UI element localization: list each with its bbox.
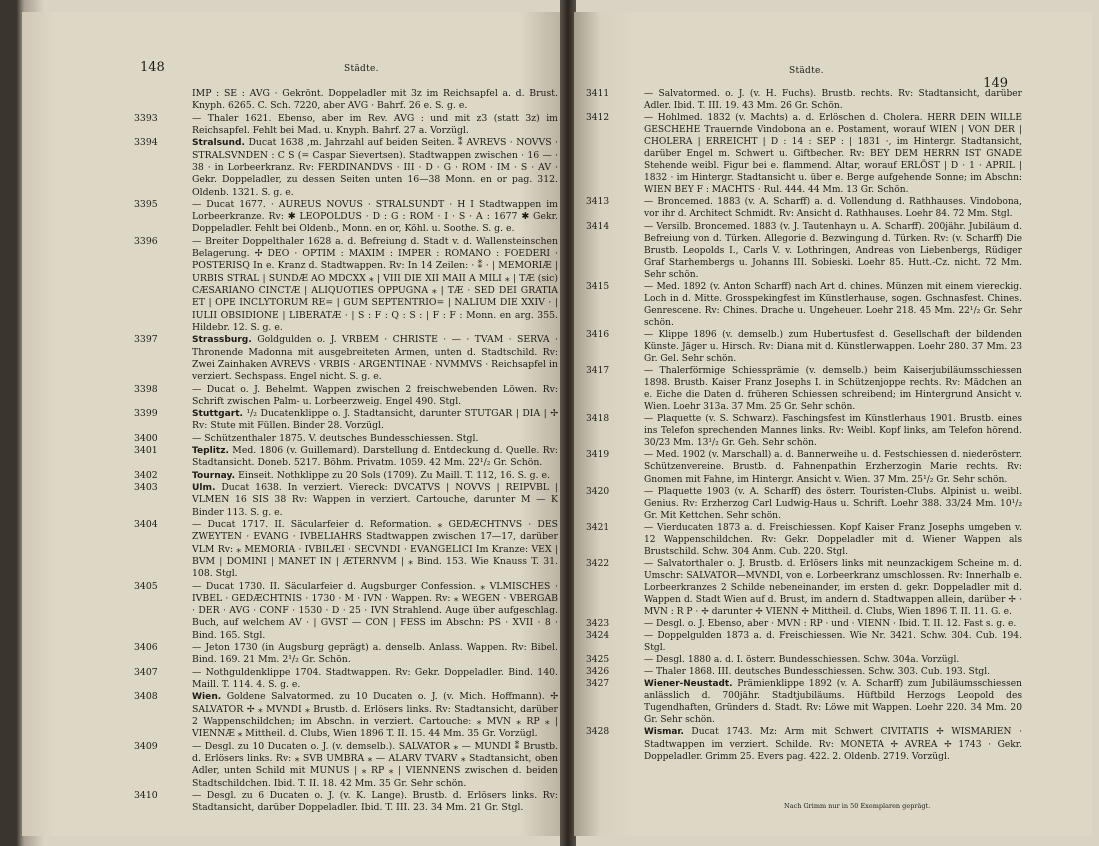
lot-number: 3400 xyxy=(134,432,158,444)
catalog-entry xyxy=(586,486,1022,522)
lot-number: 3426 xyxy=(586,667,610,678)
entry-text xyxy=(644,221,1022,281)
description: — Thaler 1868. III. deutsches Bundesschiessen. Schw. 303. Cub. 193. Stgl. xyxy=(644,667,990,678)
entry-text xyxy=(192,137,558,199)
entry-text xyxy=(192,236,558,335)
lot-number: 3415 xyxy=(586,281,610,292)
lot-number: 3427 xyxy=(586,679,610,690)
catalog-entry xyxy=(586,449,1022,485)
catalog-entry xyxy=(134,642,558,667)
description: — Plaquette 1903 (v. A. Scharff) des österr. Touristen-Clubs. Alpinist u. weibl. Genius. Rv: Erzherzog Carl Ludwig-Haus u. Schrift. Loehr 388. 33/24 Mm. 10¹/₂ Gr. Mit Kettchen. Sehr schön. xyxy=(644,486,1022,521)
catalog-entry xyxy=(134,199,558,236)
right-entry-list xyxy=(586,88,1022,763)
entry-text xyxy=(644,666,1022,678)
entry-text xyxy=(192,433,558,445)
description: — Thaler 1621. Ebenso, aber im Rev. AVG : und mit z3 (statt 3z) im Reichsapfel. Fehlt bei Mad. u. Knyph. Bahrf. 27 a. Vorzügl. xyxy=(192,112,558,136)
catalog-entry xyxy=(134,408,558,433)
lot-number: 3424 xyxy=(586,631,610,642)
lot-number: 3406 xyxy=(134,642,158,654)
catalog-entry xyxy=(586,329,1022,365)
catalog-entry xyxy=(586,413,1022,449)
description: Prämienklippe 1892 (v. A. Scharff) zum Jubiläumsschiessen anlässlich d. 700jähr. Stadtjubiläums. Hüftbild Herzogs Leopold des Tugendhaften, Gründers d. Stadt. Rv: Löwe mit Wappen. Loehr 220. 34 Mm. 20 Gr. Sehr schön. xyxy=(644,679,1022,726)
description: — Ducat 1730. II. Säcularfeier d. Augsburger Confession. ⁎ VLMISCHES · IVBEL · GEDÆCHTNIS · 1730 · M · IVN · Wappen. Rv: ⁎ WEGEN · VBERGAB · DER · AVG · CONF · 1530 · D · 25 · IVN Strahlend. Auge über aufgeschlag. Buch, auf welchem AV · | GVST — CON | FESS im Abschn: PS · XVII · 8 · Bind. 165. Stgl. xyxy=(192,580,558,641)
lot-number: 3418 xyxy=(586,414,610,425)
catalog-entry xyxy=(586,522,1022,558)
description: — Jeton 1730 (in Augsburg geprägt) a. denselb. Anlass. Wappen. Rv: Bibel. Bind. 169. 21 Mm. 2¹/₂ Gr. Schön. xyxy=(192,642,558,666)
entry-text xyxy=(192,334,558,383)
entry-text xyxy=(192,384,558,409)
entry-text xyxy=(192,113,558,138)
city-name: Wien. xyxy=(192,692,222,703)
description: — Desgl. 1880 a. d. I. österr. Bundesschiessen. Schw. 304a. Vorzügl. xyxy=(644,655,960,666)
entry-text xyxy=(644,112,1022,196)
lot-number: 3425 xyxy=(586,655,610,666)
entry-text xyxy=(644,413,1022,449)
catalog-entry xyxy=(134,113,558,138)
entry-text xyxy=(644,329,1022,365)
catalog-entry xyxy=(586,196,1022,220)
lot-number: 3393 xyxy=(134,112,158,124)
description: — Ducat o. J. Behelmt. Wappen zwischen 2 freischwebenden Löwen. Rv: Schrift zwischen Palm- u. Lorbeerzweig. Engel 490. Stgl. xyxy=(192,383,558,407)
lot-number: 3428 xyxy=(586,727,610,738)
description: — Hohlmed. 1832 (v. Machts) a. d. Erlöschen d. Cholera. HERR DEIN WILLE GESCHEHE Trauernde Vindobona an e. Postament, worauf WIEN | VON DER | CHOLERA | ERREICHT | D : 14 : SEP : | 1831 ·, im Hintergr. Stadtansicht, darüber Engel m. Schwert u. Giftbecher. Rv: BEY DEM HERRN IST GNADE Stehende weibl. Figur bei e. flammend. Altar, worauf ERLÖST | D · 1 · APRIL | 1832 · im Hintergr. Stadtansicht u. über e. Berge aufgehende Sonne; im Abschn: WIEN BEY F : MACHTS · Rul. 444. 44 Mm. 13 Gr. Schön. xyxy=(644,113,1022,196)
catalog-entry xyxy=(586,654,1022,666)
right-page xyxy=(574,12,1092,836)
catalog-entry xyxy=(134,445,558,470)
lot-number: 3407 xyxy=(134,666,158,678)
lot-number: 3423 xyxy=(586,619,610,630)
lot-number: 3409 xyxy=(134,740,158,752)
lot-number: 3414 xyxy=(586,221,610,232)
catalog-entry xyxy=(134,691,558,740)
catalog-entry xyxy=(134,88,558,113)
entry-text xyxy=(644,281,1022,329)
catalog-entry xyxy=(586,630,1022,654)
description: ¹/₂ Ducatenklippe o. J. Stadtansicht, darunter STUTGAR | DIA | ✢ Rv: Stute mit Füllen. Binder 28. Vorzügl. xyxy=(192,408,558,432)
city-name: Ulm. xyxy=(192,483,216,493)
city-name: Teplitz. xyxy=(192,446,230,457)
lot-number: 3394 xyxy=(134,137,158,149)
catalog-entry xyxy=(134,482,558,519)
catalog-entry xyxy=(586,678,1022,726)
description: — Desgl. o. J. Ebenso, aber · MVN : RP · und · VIENN · Ibid. T. II. 12. Fast s. g. e. xyxy=(644,619,1017,630)
catalog-entry xyxy=(586,221,1022,281)
entry-text xyxy=(644,365,1022,413)
city-name: Strassburg. xyxy=(192,335,252,346)
entry-text xyxy=(644,678,1022,726)
description: — Thalerförmige Schiessprämie (v. demselb.) beim Kaiserjubiläumsschiessen 1898. Brustb. Kaiser Franz Josephs I. in Schützenjoppe rechts. Rv: Mädchen an e. Eiche die Daten d. früheren Schiessen schreibend; im Hintergrund Ansicht v. Wien. Loehr 313a. 37 Mm. 25 Gr. Sehr schön. xyxy=(644,366,1022,413)
catalog-entry xyxy=(134,137,558,199)
lot-number: 3395 xyxy=(134,198,158,210)
description: — Versilb. Broncemed. 1883 (v. J. Tautenhayn u. A. Scharff). 200jähr. Jubiläum d. Befreiung von d. Türken. Allegorie d. Bezwingung d. Türken. Rv: (v. Scharff) Die Brustb. Leopolds I., Carls V. v. Lothringen, Andreas von Liebenbergs, Rüdiger Graf Starhembergs u. Johanns III. Sobieski. Loehr 85. Hutt.-Cz. nicht. 72 Mm. Sehr schön. xyxy=(644,221,1022,280)
lot-number: 3397 xyxy=(134,334,158,346)
lot-number: 3411 xyxy=(586,89,610,99)
lot-number: 3404 xyxy=(134,518,158,530)
entry-text xyxy=(192,519,558,581)
entry-text xyxy=(192,741,558,790)
entry-text xyxy=(644,630,1022,654)
catalog-entry xyxy=(134,790,558,815)
description: — Salvatormed. o. J. (v. H. Fuchs). Brustb. rechts. Rv: Stadtansicht, darüber Adler. Ibid. T. III. 19. 43 Mm. 26 Gr. Schön. xyxy=(644,89,1022,112)
entry-text xyxy=(192,667,558,692)
catalog-entry xyxy=(586,726,1022,762)
description: — Desgl. zu 10 Ducaten o. J. (v. demselb.). SALVATOR ⁎ — MUNDI ⁑ Brustb. d. Erlösers links. Rv: ⁎ SVB UMBRA ⁎ — ALARV TVARV ⁎ Stadtansicht, oben Adler, unten Schild mit MUNUS | ⁎ RP ⁎ | VIENNENS zwischen d. beiden Stadtschildchen. Ibid. T. II. 18. 42 Mm. 35 Gr. Sehr schön. xyxy=(192,740,558,789)
lot-number: 3420 xyxy=(586,486,610,497)
catalog-entry xyxy=(134,581,558,643)
lot-number: 3403 xyxy=(134,482,158,493)
entry-text xyxy=(192,470,558,482)
lot-number: 3398 xyxy=(134,383,158,395)
description: — Ducat 1717. II. Säcularfeier d. Reformation. ⁎ GEDÆCHTNVS · DES ZWEYTEN · EVANG · IVBELIAHRS Stadtwappen zwischen 17—17, darüber VLM Rv: ⁎ MEMORIA · IVBILÆI · SECVNDI · EVANGELICI Im Kranze: VEX | BVM | DOMINI | MANET IN | ÆTERNVM | ⁎ Bind. 153. Wie Knauss T. 31. 108. Stgl. xyxy=(192,518,558,580)
city-name: Wismar. xyxy=(644,727,684,738)
catalog-entry xyxy=(134,236,558,335)
running-head-right: Städte. xyxy=(789,66,824,76)
description: — Broncemed. 1883 (v. A. Scharff) a. d. Vollendung d. Rathhauses. Vindobona, vor ihr d. Architect Schmidt. Rv: Ansicht d. Rathhauses. Loehr 84. 72 Mm. Stgl. xyxy=(644,197,1022,220)
lot-number: 3416 xyxy=(586,329,610,340)
lot-number: 3396 xyxy=(134,235,158,247)
lot-number: 3412 xyxy=(586,113,610,124)
lot-number: 3405 xyxy=(134,580,158,592)
lot-number: 3413 xyxy=(586,197,610,208)
entry-text xyxy=(644,726,1022,762)
catalog-entry xyxy=(586,618,1022,630)
lot-number: 3422 xyxy=(586,558,610,569)
lot-number: 3421 xyxy=(586,522,610,533)
entry-text xyxy=(192,642,558,667)
description: Ducat 1638 ,m. Jahrzahl auf beiden Seiten. ⁑ AVREVS · NOVVS · STRALSVNDEN : C S (= Caspar Sievertsen). Stadtwappen zwischen · 16 — · 38 · in Lorbeerkranz. Rv: FERDINANDVS · III · D · G · ROM · IM · S · AV · Gekr. Doppeladler, zu dessen Seiten unten 16—38 Monn. en or pag. 312. Oldenb. 1321. S. g. e. xyxy=(192,137,558,198)
entry-text xyxy=(192,790,558,815)
catalog-entry xyxy=(586,558,1022,618)
description: — Nothguldenklippe 1704. Stadtwappen. Rv: Gekr. Doppeladler. Bind. 140. Maill. T. 114. 4. S. g. e. xyxy=(192,666,558,690)
running-head-left: Städte. xyxy=(344,64,379,74)
description: — Med. 1902 (v. Marschall) a. d. Bannerweihe u. d. Festschiessen d. niederösterr. Schützenvereine. Brustb. d. Fahnenpathin Erzherzogin Marie rechts. Rv: Gnomen mit Fahne, im Hintergr. Ansicht v. Wien. 37 Mm. 25¹/₂ Gr. Sehr schön. xyxy=(644,450,1022,485)
entry-text xyxy=(192,199,558,236)
entry-text xyxy=(644,88,1022,112)
city-name: Stralsund. xyxy=(192,138,245,149)
entry-text xyxy=(192,482,558,519)
city-name: Stuttgart. xyxy=(192,409,243,420)
lot-number: 3401 xyxy=(134,445,158,457)
description: Ducat 1743. Mz: Arm mit Schwert CIVITATIS ✢ WISMARIEN · Stadtwappen im verziert. Schilde. Rv: MONETA ✢ AVREA ✢ 1743 · Gekr. Doppeladler. Grimm 25. Evers pag. 422. 2. Oldenb. 2719. Vorzügl. xyxy=(644,727,1022,762)
lot-number: 3399 xyxy=(134,408,158,420)
description: — Med. 1892 (v. Anton Scharff) nach Art d. chines. Münzen mit einem viereckig. Loch in d. Mitte. Grosspekingfest im Künstlerhause, sogen. Gschnasfest. Chines. Genrescene. Rv: Chines. Drache u. Ungeheuer. Loehr 218. 45 Mm. 22¹/₂ Gr. Sehr schön. xyxy=(644,281,1022,328)
entry-text xyxy=(644,522,1022,558)
entry-text xyxy=(644,486,1022,522)
catalog-entry xyxy=(134,470,558,482)
page-number-right: 149 xyxy=(983,76,1008,91)
lot-number: 3417 xyxy=(586,366,610,377)
catalog-entry xyxy=(586,365,1022,413)
description: Goldgulden o. J. VRBEM · CHRISTE · — · TVAM · SERVA · Thronende Madonna mit ausgebreiteten Armen, unten d. Stadtschild. Rv: Zwei Zainhaken AVREVS · VRBIS · ARGENTINAE · NVMMVS · Reichsapfel in verziert. Sechspass. Engel nicht. S. g. e. xyxy=(192,334,558,383)
catalog-entry xyxy=(586,281,1022,329)
entry-text xyxy=(644,558,1022,618)
entry-text xyxy=(644,654,1022,666)
catalog-entry xyxy=(134,741,558,790)
city-name: Wiener-Neustadt. xyxy=(644,679,733,690)
catalog-entry xyxy=(134,519,558,581)
description: Einseit. Nothklippe zu 20 Sols (1709). Zu Maill. T. 112, 16. S. g. e. xyxy=(238,469,550,481)
description: — Salvatorthaler o. J. Brustb. d. Erlösers links mit neunzackigem Scheine m. d. Umschr: SALVATOR—MVNDI, von e. Lorbeerkranz umschlossen. Rv: Innerhalb e. Lorbeerkranzes 2 Schilde nebeneinander, im ersten d. gekr. Doppeladler mit d. Wappen d. Stadt Wien auf d. Brust, im andern d. Stadtwappen allein, darüber ✢ · MVN : R P · ✢ darunter ✢ VIENN ✢ Mittheil. d. Clubs, Wien 1896 T. II. 11. G. e. xyxy=(644,558,1022,618)
entry-text xyxy=(644,449,1022,485)
city-name: Tournay. xyxy=(192,470,236,481)
entry-text xyxy=(192,88,558,113)
footnote: Nach Grimm nur in 50 Exemplaren geprägt. xyxy=(784,802,931,810)
description: IMP : SE : AVG · Gekrönt. Doppeladler mit 3z im Reichsapfel a. d. Brust. Knyph. 6265. C. Sch. 7220, aber AVG · Bahrf. 26 e. S. g. e. xyxy=(192,88,558,112)
description: Ducat 1638. In verziert. Viereck: DVCATVS | NOVVS | REIPVBL | VLMEN 16 SIS 38 Rv: Wappen in verziert. Cartouche, darunter M — K Binder 113. S. g. e. xyxy=(192,482,558,518)
entry-text xyxy=(192,581,558,643)
description: Goldene Salvatormed. zu 10 Ducaten o. J. (v. Mich. Hoffmann). ✢ SALVATOR ✢ ⁎ MVNDI ⁎ Brustb. d. Erlösers links. Rv: Stadtansicht, darüber 2 Wappenschildchen; im Abschn. in verziert. Cartouche: ⁎ MVN ⁎ RP ⁎ | VIENNÆ ⁎ Mittheil. d. Clubs, Wien 1896 T. II. 15. 44 Mm. 35 Gr. Vorzügl. xyxy=(192,691,558,740)
catalog-entry xyxy=(134,384,558,409)
catalog-entry xyxy=(134,667,558,692)
lot-number: 3402 xyxy=(134,469,158,481)
page-number-left: 148 xyxy=(140,60,165,75)
entry-text xyxy=(644,196,1022,220)
description: — Schützenthaler 1875. V. deutsches Bundesschiessen. Stgl. xyxy=(192,432,479,444)
entry-text xyxy=(192,408,558,433)
entry-text xyxy=(192,691,558,740)
catalog-entry xyxy=(586,88,1022,112)
description: Med. 1806 (v. Guillemard). Darstellung d. Entdeckung d. Quelle. Rv: Stadtansicht. Doneb. 5217. Böhm. Privatm. 1059. 42 Mm. 22¹/₂ Gr. Schön. xyxy=(192,445,558,469)
left-entry-list xyxy=(134,88,558,814)
entry-text xyxy=(192,445,558,470)
description: — Plaquette (v. S. Schwarz). Faschingsfest im Künstlerhaus 1901. Brustb. eines ins Telefon sprechenden Mannes links. Rv: Weibl. Kopf links, am Telefon hörend. 30/23 Mm. 13¹/₂ Gr. Geh. Sehr schön. xyxy=(644,414,1022,449)
catalog-entry xyxy=(586,666,1022,678)
description: — Doppelgulden 1873 a. d. Freischiessen. Wie Nr. 3421. Schw. 304. Cub. 194. Stgl. xyxy=(644,631,1022,654)
catalog-entry xyxy=(134,433,558,445)
catalog-entry xyxy=(586,112,1022,196)
lot-number: 3410 xyxy=(134,789,158,801)
description: — Vierducaten 1873 a. d. Freischiessen. Kopf Kaiser Franz Josephs umgeben v. 12 Wappenschildchen. Rv: Gekr. Doppeladler mit d. Wiener Wappen als Brustschild. Schw. 304 Anm. Cub. 220. Stgl. xyxy=(644,522,1022,557)
entry-text xyxy=(644,618,1022,630)
description: — Breiter Doppelthaler 1628 a. d. Befreiung d. Stadt v. d. Wallensteinschen Belagerung. ✢ DEO · OPTIM : MAXIM : IMPER : ROMANO : FOEDERI · POSTERISQ In e. Kranz d. Stadtwappen. Rv: In 14 Zeilen: · ⁑ · | MEMORIÆ | URBIS STRAL | SUNDÆ AO MDCXX ⁎ | VIII DIE XII MAII A MILI ⁎ | TÆ (sic) CÆSARIANO CINCTÆ | ALIQUOTIES OPPUGNA ⁎ | TÆ · SED DEI GRATIA ET | OPE INCLYTORUM RE= | GUM SEPTENTRIO= | NALIUM DIE XXIV · | IULII OBSIDIONE | LIBERATÆ · | S : F : Q : S : | F : F : Monn. en arg. 355. Hildebr. 12. S. g. e. xyxy=(192,235,558,333)
description: — Klippe 1896 (v. demselb.) zum Hubertusfest d. Gesellschaft der bildenden Künste. Jäger u. Hirsch. Rv: Diana mit d. Künstlerwappen. Loehr 280. 37 Mm. 23 Gr. Gel. Sehr schön. xyxy=(644,329,1022,365)
description: — Ducat 1677. · AUREUS NOVUS · STRALSUNDT · H I Stadtwappen im Lorbeerkranze. Rv: ✱ LEOPOLDUS · D : G : ROM · I · S · A : 1677 ✱ Gekr. Doppeladler. Fehlt bei Oldenb., Monn. en or, Köhl. u. Soothe. S. g. e. xyxy=(192,198,558,235)
left-page xyxy=(22,12,562,836)
catalog-entry xyxy=(134,334,558,383)
lot-number: 3408 xyxy=(134,691,158,703)
lot-number: 3419 xyxy=(586,450,610,461)
description: — Desgl. zu 6 Ducaten o. J. (v. K. Lange). Brustb. d. Erlösers links. Rv: Stadtansicht, darüber Doppeladler. Ibid. T. III. 23. 34 Mm. 21 Gr. Stgl. xyxy=(192,789,558,814)
